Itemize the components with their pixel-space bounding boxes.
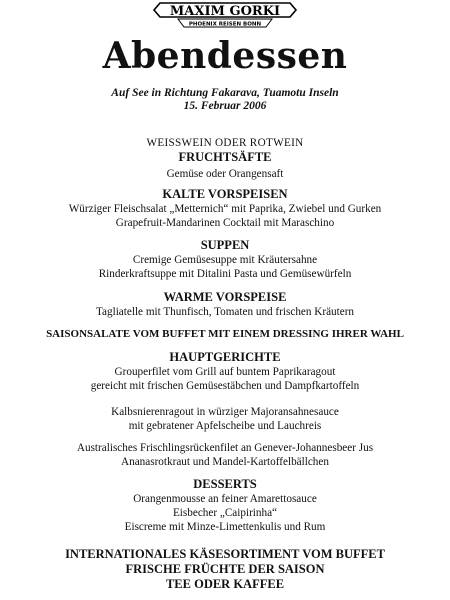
logo-tagline: PHOENIX REISEN BONN [188,21,262,28]
dessert-item: Eiscreme mit Minze-Limettenkulis und Rum [124,521,326,533]
main-courses-section [0,350,450,393]
dessert-item: Eisbecher „Caipirinha“ [172,507,278,519]
main-course-2 [0,405,450,433]
main-course-line: Grouperfilet vom Grill auf buntem Paprikaragout [114,366,336,378]
soup-item: Rinderkraftsuppe mit Ditalini Pasta und Gemüsewürfeln [98,268,352,280]
soups-heading: SUPPEN [200,238,250,252]
main-course-line: Australisches Frischlingsrückenfilet an Genever-Johannesbeer Jus [76,442,374,454]
main-course-line: Kalbsnierenragout in würziger Majoransahnesauce [111,406,339,418]
cold-starter-item: Grapefruit-Mandarinen Cocktail mit Maraschino [115,217,335,229]
page-title: Abendessen [102,35,348,77]
cheese-line: INTERNATIONALES KÄSESORTIMENT VOM BUFFET [65,547,385,561]
subtitle-route: Auf See in Richtung Fakarava, Tuamotu Inseln [111,87,339,99]
main-courses-heading: HAUPTGERICHTE [169,350,281,364]
juices-item: Gemüse oder Orangensaft [166,168,284,180]
salads-line: SAISONSALATE VOM BUFFET MIT EINEM DRESSING IHRER WAHL [46,328,404,340]
maxim-gorki-logo-icon [150,0,300,34]
main-course-line: gereicht mit frischen Gemüsestäbchen und Dampfkartoffeln [90,380,360,392]
desserts-section [0,477,450,534]
warm-starter-item: Tagliatelle mit Thunfisch, Tomaten und frischen Kräutern [95,306,355,318]
subtitle-date: 15. Februar 2006 [183,100,267,112]
salads-section [0,327,450,341]
wine-line: WEISSWEIN ODER ROTWEIN [146,137,304,149]
main-course-line: mit gebratener Apfelscheibe und Lauchreis [128,420,322,432]
soups-section [0,238,450,281]
warm-starter-heading: WARME VORSPEISE [163,290,287,304]
main-course-3 [0,441,450,469]
soup-item: Cremige Gemüsesuppe mit Kräutersahne [132,254,318,266]
final-section [0,547,450,592]
dessert-item: Orangenmousse an feiner Amarettosauce [133,493,317,505]
logo-brand: MAXIM GORKI [169,4,281,19]
warm-starter-section [0,290,450,319]
cold-starter-item: Würziger Fleischsalat „Metternich“ mit Paprika, Zwiebel und Gurken [68,203,382,215]
main-course-line: Ananasrotkraut und Mandel-Kartoffelbällchen [121,456,329,468]
juices-heading: FRUCHTSÄFTE [178,150,272,164]
cold-starters-heading: KALTE VORSPEISEN [162,187,288,201]
desserts-heading: DESSERTS [193,477,257,491]
cold-starters-section [0,187,450,230]
logo [0,0,450,34]
fruits-line: FRISCHE FRÜCHTE DER SAISON [125,562,325,576]
drinks-section [0,136,450,181]
tea-coffee-line: TEE ODER KAFFEE [165,577,285,591]
